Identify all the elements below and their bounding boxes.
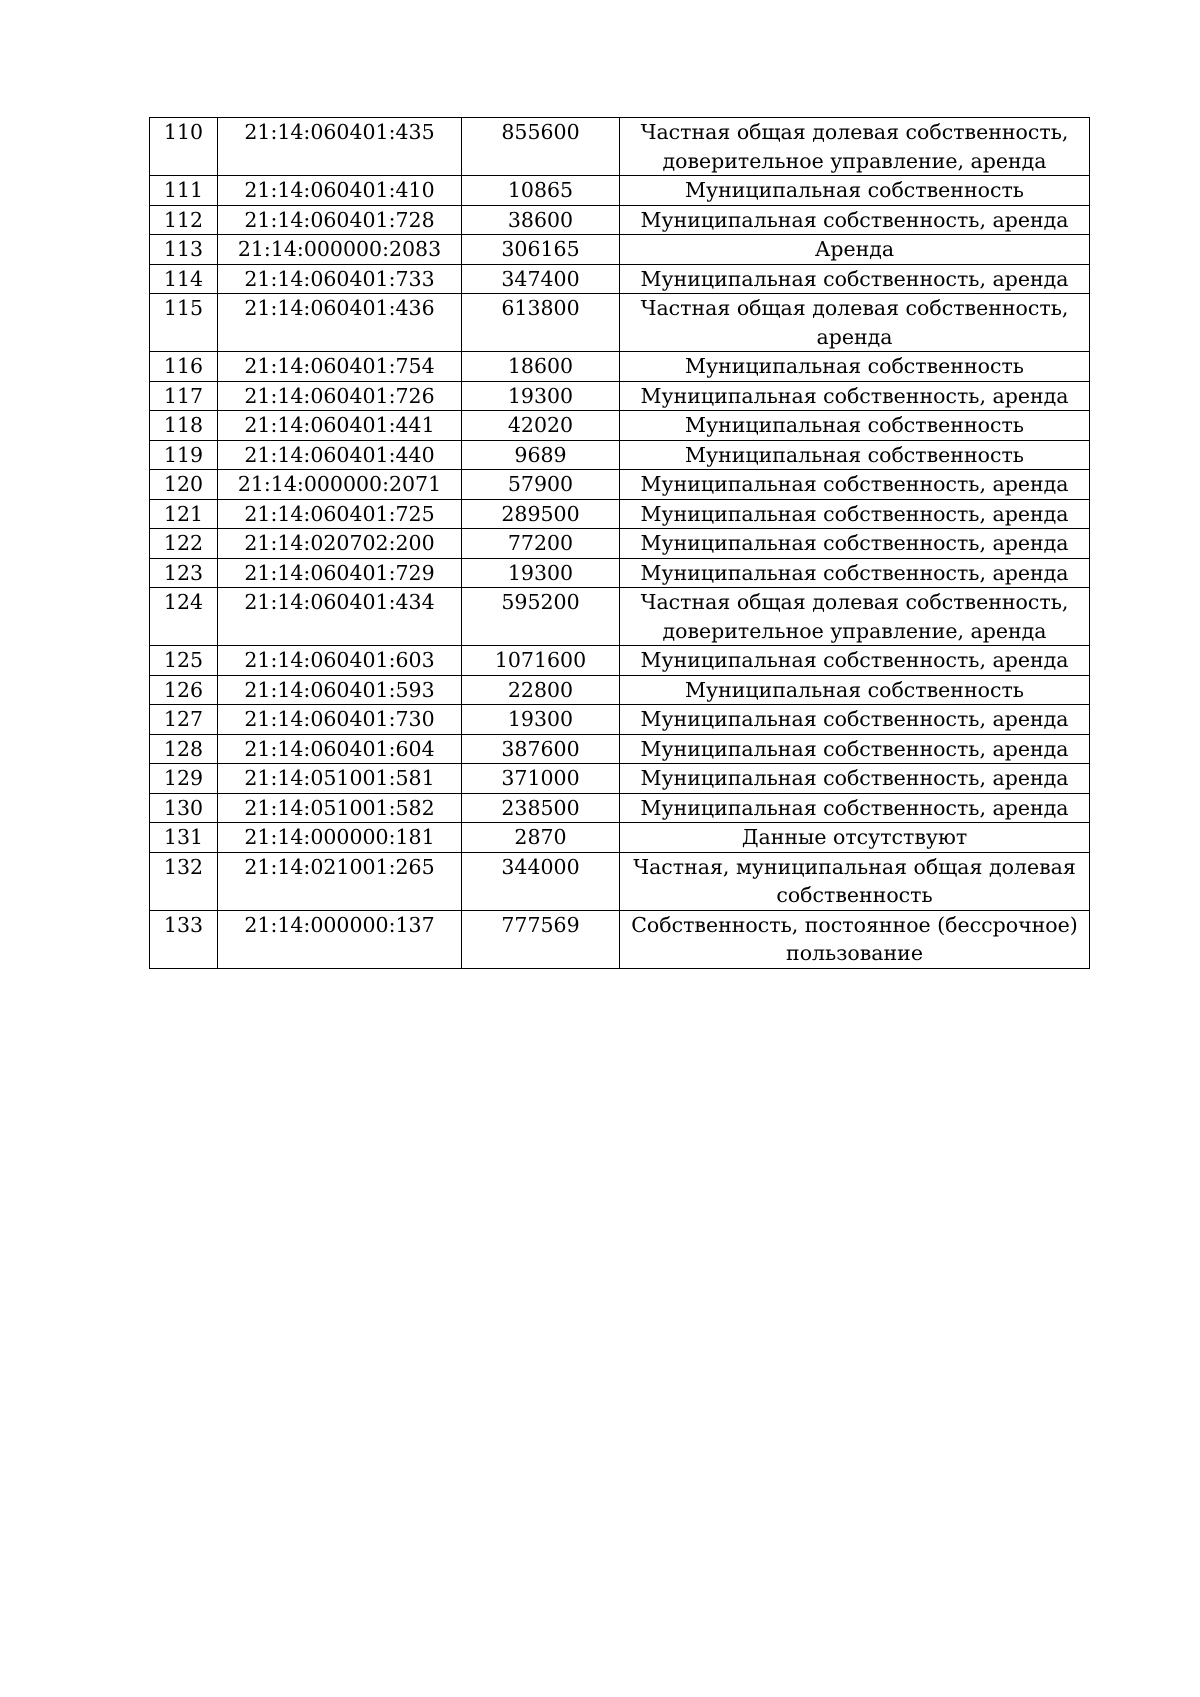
area-cell: 2870 <box>462 823 620 853</box>
area-cell: 18600 <box>462 352 620 382</box>
cadastral-number-cell: 21:14:060401:593 <box>218 675 462 705</box>
area-cell: 347400 <box>462 264 620 294</box>
area-cell: 595200 <box>462 588 620 646</box>
cadastral-number-cell: 21:14:051001:582 <box>218 793 462 823</box>
area-cell: 344000 <box>462 852 620 910</box>
row-number-cell: 119 <box>150 440 218 470</box>
row-number-cell: 117 <box>150 381 218 411</box>
right-type-cell: Муниципальная собственность, аренда <box>620 646 1090 676</box>
table-row <box>150 470 1090 500</box>
row-number-cell: 124 <box>150 588 218 646</box>
cadastral-number-cell: 21:14:020702:200 <box>218 529 462 559</box>
right-type-cell: Муниципальная собственность, аренда <box>620 793 1090 823</box>
table-row <box>150 793 1090 823</box>
right-type-cell: Муниципальная собственность, аренда <box>620 264 1090 294</box>
land-plots-table <box>149 117 1090 969</box>
right-type-cell: Муниципальная собственность, аренда <box>620 470 1090 500</box>
row-number-cell: 122 <box>150 529 218 559</box>
table-row <box>150 588 1090 646</box>
area-cell: 10865 <box>462 176 620 206</box>
table-row <box>150 499 1090 529</box>
cadastral-number-cell: 21:14:060401:436 <box>218 294 462 352</box>
cadastral-number-cell: 21:14:021001:265 <box>218 852 462 910</box>
area-cell: 77200 <box>462 529 620 559</box>
cadastral-number-cell: 21:14:060401:440 <box>218 440 462 470</box>
table-row <box>150 118 1090 176</box>
cadastral-number-cell: 21:14:060401:733 <box>218 264 462 294</box>
row-number-cell: 123 <box>150 558 218 588</box>
right-type-cell: Муниципальная собственность <box>620 411 1090 441</box>
table-row <box>150 823 1090 853</box>
table-row <box>150 675 1090 705</box>
row-number-cell: 113 <box>150 235 218 265</box>
row-number-cell: 130 <box>150 793 218 823</box>
right-type-cell: Собственность, постоянное (бессрочное) пользование <box>620 910 1090 968</box>
table-row <box>150 529 1090 559</box>
row-number-cell: 116 <box>150 352 218 382</box>
row-number-cell: 128 <box>150 734 218 764</box>
cadastral-number-cell: 21:14:000000:2071 <box>218 470 462 500</box>
area-cell: 19300 <box>462 705 620 735</box>
table-row <box>150 558 1090 588</box>
cadastral-number-cell: 21:14:000000:2083 <box>218 235 462 265</box>
right-type-cell: Частная общая долевая собственность, доверительное управление, аренда <box>620 118 1090 176</box>
right-type-cell: Аренда <box>620 235 1090 265</box>
cadastral-number-cell: 21:14:060401:729 <box>218 558 462 588</box>
right-type-cell: Муниципальная собственность, аренда <box>620 705 1090 735</box>
land-plots-table-body <box>150 118 1090 969</box>
cadastral-number-cell: 21:14:060401:725 <box>218 499 462 529</box>
cadastral-number-cell: 21:14:060401:604 <box>218 734 462 764</box>
right-type-cell: Частная общая долевая собственность, аренда <box>620 294 1090 352</box>
right-type-cell: Муниципальная собственность, аренда <box>620 381 1090 411</box>
row-number-cell: 129 <box>150 764 218 794</box>
cadastral-number-cell: 21:14:051001:581 <box>218 764 462 794</box>
right-type-cell: Муниципальная собственность, аренда <box>620 205 1090 235</box>
row-number-cell: 110 <box>150 118 218 176</box>
table-row <box>150 381 1090 411</box>
table-row <box>150 910 1090 968</box>
row-number-cell: 126 <box>150 675 218 705</box>
row-number-cell: 114 <box>150 264 218 294</box>
cadastral-number-cell: 21:14:000000:181 <box>218 823 462 853</box>
area-cell: 19300 <box>462 558 620 588</box>
table-row <box>150 176 1090 206</box>
row-number-cell: 120 <box>150 470 218 500</box>
area-cell: 19300 <box>462 381 620 411</box>
area-cell: 387600 <box>462 734 620 764</box>
table-row <box>150 440 1090 470</box>
right-type-cell: Частная общая долевая собственность, доверительное управление, аренда <box>620 588 1090 646</box>
row-number-cell: 112 <box>150 205 218 235</box>
cadastral-number-cell: 21:14:060401:728 <box>218 205 462 235</box>
right-type-cell: Данные отсутствуют <box>620 823 1090 853</box>
right-type-cell: Частная, муниципальная общая долевая собственность <box>620 852 1090 910</box>
area-cell: 855600 <box>462 118 620 176</box>
table-row <box>150 264 1090 294</box>
area-cell: 42020 <box>462 411 620 441</box>
area-cell: 57900 <box>462 470 620 500</box>
area-cell: 306165 <box>462 235 620 265</box>
row-number-cell: 132 <box>150 852 218 910</box>
row-number-cell: 133 <box>150 910 218 968</box>
right-type-cell: Муниципальная собственность <box>620 675 1090 705</box>
table-row <box>150 205 1090 235</box>
row-number-cell: 127 <box>150 705 218 735</box>
area-cell: 613800 <box>462 294 620 352</box>
cadastral-number-cell: 21:14:060401:754 <box>218 352 462 382</box>
right-type-cell: Муниципальная собственность, аренда <box>620 764 1090 794</box>
cadastral-number-cell: 21:14:060401:730 <box>218 705 462 735</box>
cadastral-number-cell: 21:14:060401:441 <box>218 411 462 441</box>
table-row <box>150 764 1090 794</box>
table-row <box>150 235 1090 265</box>
area-cell: 289500 <box>462 499 620 529</box>
row-number-cell: 121 <box>150 499 218 529</box>
table-row <box>150 352 1090 382</box>
right-type-cell: Муниципальная собственность <box>620 352 1090 382</box>
row-number-cell: 131 <box>150 823 218 853</box>
cadastral-number-cell: 21:14:060401:726 <box>218 381 462 411</box>
row-number-cell: 111 <box>150 176 218 206</box>
right-type-cell: Муниципальная собственность, аренда <box>620 558 1090 588</box>
row-number-cell: 125 <box>150 646 218 676</box>
table-row <box>150 294 1090 352</box>
right-type-cell: Муниципальная собственность, аренда <box>620 499 1090 529</box>
right-type-cell: Муниципальная собственность <box>620 176 1090 206</box>
right-type-cell: Муниципальная собственность, аренда <box>620 529 1090 559</box>
table-row <box>150 411 1090 441</box>
area-cell: 1071600 <box>462 646 620 676</box>
table-row <box>150 646 1090 676</box>
cadastral-number-cell: 21:14:060401:410 <box>218 176 462 206</box>
row-number-cell: 115 <box>150 294 218 352</box>
table-row <box>150 852 1090 910</box>
right-type-cell: Муниципальная собственность, аренда <box>620 734 1090 764</box>
cadastral-number-cell: 21:14:000000:137 <box>218 910 462 968</box>
area-cell: 38600 <box>462 205 620 235</box>
table-row <box>150 734 1090 764</box>
cadastral-number-cell: 21:14:060401:434 <box>218 588 462 646</box>
area-cell: 22800 <box>462 675 620 705</box>
area-cell: 238500 <box>462 793 620 823</box>
row-number-cell: 118 <box>150 411 218 441</box>
cadastral-number-cell: 21:14:060401:435 <box>218 118 462 176</box>
right-type-cell: Муниципальная собственность <box>620 440 1090 470</box>
area-cell: 371000 <box>462 764 620 794</box>
area-cell: 9689 <box>462 440 620 470</box>
table-row <box>150 705 1090 735</box>
area-cell: 777569 <box>462 910 620 968</box>
cadastral-number-cell: 21:14:060401:603 <box>218 646 462 676</box>
